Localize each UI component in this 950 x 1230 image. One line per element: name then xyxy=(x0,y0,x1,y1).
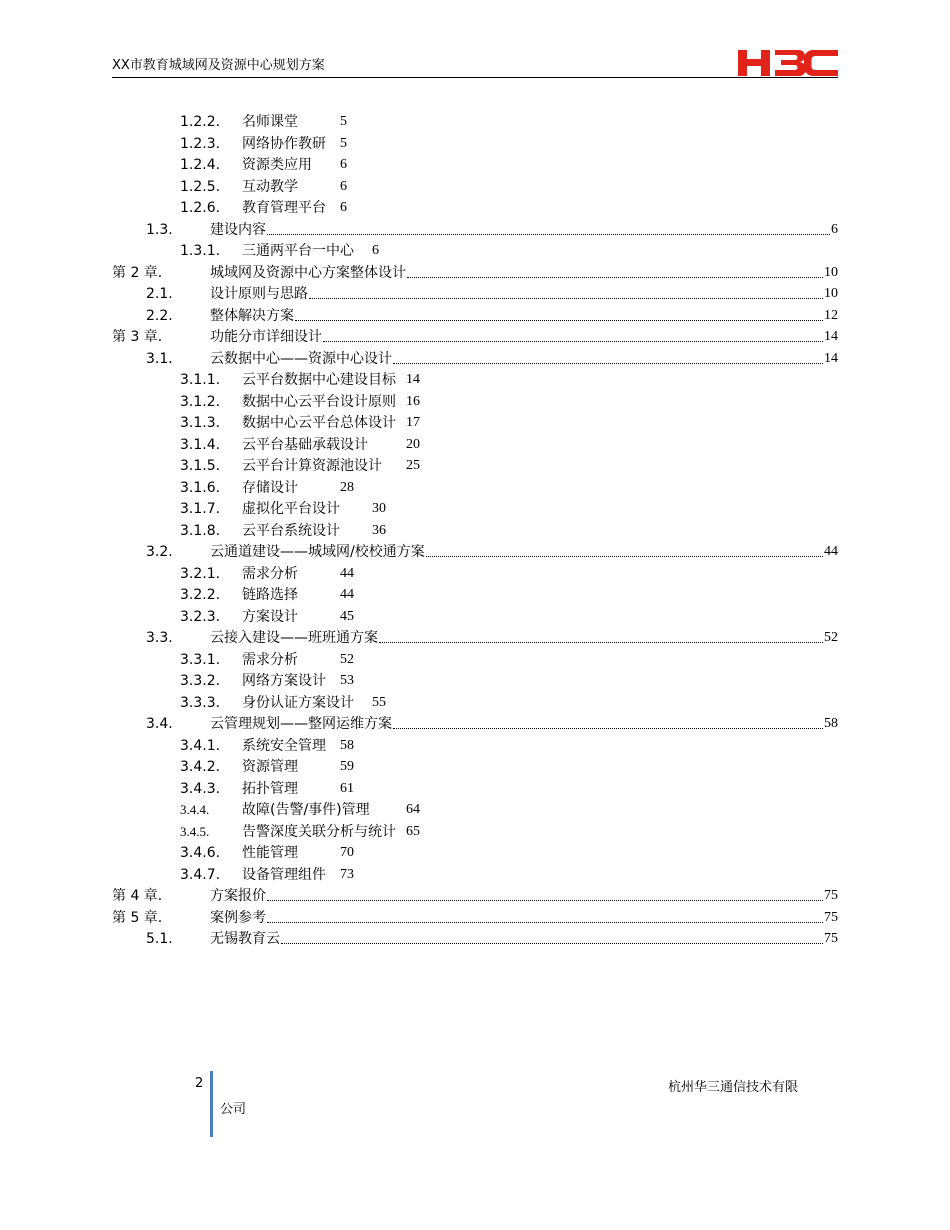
toc-entry[interactable] xyxy=(0,370,950,390)
toc-dot-leader xyxy=(267,900,823,901)
toc-entry-number: 1.2.2. xyxy=(180,114,221,130)
toc-entry-page: 30 xyxy=(372,501,386,516)
toc-dot-leader xyxy=(426,556,823,557)
toc-entry-number: 3.4.2. xyxy=(180,759,221,775)
toc-entry-title: 链路选择 xyxy=(242,587,298,603)
toc-entry-page: 44 xyxy=(340,587,354,602)
toc-dot-leader xyxy=(267,234,830,235)
toc-entry-page: 75 xyxy=(824,931,838,946)
toc-entry-page: 17 xyxy=(406,415,420,430)
toc-entry-page: 28 xyxy=(340,479,354,495)
toc-entry[interactable] xyxy=(0,478,950,498)
toc-entry-page: 10 xyxy=(824,264,838,280)
toc-entry-title: 云平台数据中心建设目标 xyxy=(242,372,396,388)
toc-entry[interactable] xyxy=(0,865,950,885)
toc-entry-title: 功能分市详细设计 xyxy=(210,329,322,345)
toc-entry-number: 2.1. xyxy=(146,286,173,302)
toc-entry[interactable] xyxy=(0,607,950,627)
toc-entry-number: 第 2 章. xyxy=(112,264,163,281)
toc-entry[interactable] xyxy=(0,800,950,820)
toc-entry-title: 名师课堂 xyxy=(242,114,298,130)
toc-entry-title: 设计原则与思路 xyxy=(210,286,308,302)
toc-entry-title: 互动教学 xyxy=(242,178,298,195)
toc-entry-page: 20 xyxy=(406,436,420,452)
toc-entry-number: 3.1.6. xyxy=(180,479,221,496)
toc-entry-number: 3.4. xyxy=(146,716,173,732)
toc-entry-number: 3.3.2. xyxy=(180,673,221,689)
footer-accent-bar xyxy=(210,1071,213,1137)
toc-entry-page: 10 xyxy=(824,286,838,301)
toc-entry-page: 5 xyxy=(340,135,347,151)
toc-entry-title: 三通两平台一中心 xyxy=(242,243,354,259)
toc-entry-title: 数据中心云平台总体设计 xyxy=(242,415,396,431)
toc-entry[interactable] xyxy=(0,263,950,283)
toc-entry-title: 云数据中心——资源中心设计 xyxy=(210,350,392,367)
toc-entry-title: 云平台系统设计 xyxy=(242,522,340,539)
toc-entry[interactable] xyxy=(0,542,950,562)
toc-entry-title: 存储设计 xyxy=(242,479,298,496)
toc-entry-number: 3.1.7. xyxy=(180,501,221,517)
toc-entry-page: 16 xyxy=(406,393,420,409)
toc-entry-number: 1.3. xyxy=(146,221,173,238)
toc-entry-page: 61 xyxy=(340,780,354,796)
toc-entry-title: 故障(告警/事件)管理 xyxy=(242,802,370,818)
toc-entry[interactable] xyxy=(0,822,950,842)
toc-entry-number: 第 4 章. xyxy=(112,888,163,904)
toc-entry-page: 58 xyxy=(340,737,354,753)
toc-entry-title: 云接入建设——班班通方案 xyxy=(210,630,378,646)
toc-entry-number: 3.4.1. xyxy=(180,737,221,754)
toc-entry[interactable] xyxy=(0,929,950,949)
toc-entry-page: 5 xyxy=(340,114,347,129)
toc-entry[interactable] xyxy=(0,241,950,261)
toc-entry-page: 52 xyxy=(340,651,354,667)
toc-entry[interactable] xyxy=(0,499,950,519)
toc-entry-page: 55 xyxy=(372,694,386,710)
toc-entry-title: 无锡教育云 xyxy=(210,931,280,947)
toc-entry-number: 2.2. xyxy=(146,307,173,324)
toc-entry-page: 6 xyxy=(831,221,838,237)
toc-dot-leader xyxy=(407,277,823,278)
toc-entry-number: 3.4.7. xyxy=(180,866,221,883)
toc-entry-page: 6 xyxy=(340,178,347,194)
toc-entry[interactable] xyxy=(0,198,950,218)
toc-entry-number: 3.2. xyxy=(146,544,173,560)
toc-entry-number: 3.1.1. xyxy=(180,372,221,388)
toc-entry-page: 75 xyxy=(824,909,838,925)
toc-dot-leader xyxy=(309,298,823,299)
toc-entry-page: 64 xyxy=(406,802,420,817)
toc-entry-page: 44 xyxy=(340,565,354,581)
toc-entry-title: 系统安全管理 xyxy=(242,737,326,754)
toc-entry-page: 59 xyxy=(340,759,354,774)
toc-entry-number: 1.2.6. xyxy=(180,200,221,216)
toc-entry[interactable] xyxy=(0,843,950,863)
toc-entry-page: 14 xyxy=(824,329,838,344)
toc-entry-number: 1.2.3. xyxy=(180,135,221,152)
toc-entry-number: 3.1.4. xyxy=(180,436,221,453)
toc-dot-leader xyxy=(379,642,823,643)
toc-dot-leader xyxy=(281,943,823,944)
toc-entry-title: 教育管理平台 xyxy=(242,200,326,216)
toc-entry[interactable] xyxy=(0,177,950,197)
toc-entry[interactable] xyxy=(0,908,950,928)
toc-entry[interactable] xyxy=(0,349,950,369)
toc-entry-title: 拓扑管理 xyxy=(242,780,298,797)
toc-entry-number: 3.2.2. xyxy=(180,587,221,603)
toc-entry-title: 身份认证方案设计 xyxy=(242,694,354,711)
toc-entry-number: 3.1.8. xyxy=(180,522,221,539)
toc-entry[interactable] xyxy=(0,693,950,713)
h3c-logo xyxy=(737,48,839,78)
toc-entry-title: 资源管理 xyxy=(242,759,298,775)
toc-entry-page: 6 xyxy=(340,157,347,172)
toc-entry-number: 3.3.3. xyxy=(180,694,221,711)
toc-entry-number: 3.4.3. xyxy=(180,780,221,797)
toc-entry-page: 14 xyxy=(406,372,420,387)
toc-entry-page: 53 xyxy=(340,673,354,688)
toc-entry[interactable] xyxy=(0,650,950,670)
toc-entry-number: 3.2.3. xyxy=(180,608,221,625)
toc-entry[interactable] xyxy=(0,585,950,605)
toc-entry-title: 案例参考 xyxy=(210,909,266,926)
toc-dot-leader xyxy=(295,320,823,321)
toc-entry-page: 73 xyxy=(340,866,354,882)
toc-entry-title: 城域网及资源中心方案整体设计 xyxy=(210,264,406,281)
toc-entry-title: 设备管理组件 xyxy=(242,866,326,883)
toc-entry-page: 75 xyxy=(824,888,838,903)
toc-entry[interactable] xyxy=(0,456,950,476)
toc-entry[interactable] xyxy=(0,628,950,648)
toc-entry[interactable] xyxy=(0,306,950,326)
toc-entry-title: 云管理规划——整网运维方案 xyxy=(210,716,392,732)
header-rule xyxy=(112,77,838,78)
toc-entry-page: 25 xyxy=(406,458,420,473)
toc-entry-number: 1.2.5. xyxy=(180,178,221,195)
document-title: XX市教育城域网及资源中心规划方案 xyxy=(112,58,325,73)
toc-entry-page: 14 xyxy=(824,350,838,366)
toc-entry[interactable] xyxy=(0,134,950,154)
toc-entry-number: 3.1.2. xyxy=(180,393,221,410)
toc-entry-page: 12 xyxy=(824,307,838,323)
toc-dot-leader xyxy=(393,363,823,364)
toc-entry-title: 需求分析 xyxy=(242,651,298,668)
toc-entry-title: 建设内容 xyxy=(210,221,266,238)
toc-dot-leader xyxy=(323,341,823,342)
toc-entry[interactable] xyxy=(0,736,950,756)
toc-entry[interactable] xyxy=(0,413,950,433)
toc-entry-number: 3.4.4. xyxy=(180,802,210,817)
toc-entry-page: 44 xyxy=(824,544,838,559)
toc-entry[interactable] xyxy=(0,392,950,412)
toc-dot-leader xyxy=(267,922,823,923)
toc-entry-page: 6 xyxy=(372,243,379,258)
toc-entry-title: 性能管理 xyxy=(242,845,298,861)
toc-entry[interactable] xyxy=(0,435,950,455)
footer-page-number: 2 xyxy=(195,1076,204,1091)
toc-entry[interactable] xyxy=(0,671,950,691)
toc-entry[interactable] xyxy=(0,521,950,541)
toc-entry-title: 方案报价 xyxy=(210,888,266,904)
toc-entry[interactable] xyxy=(0,284,950,304)
h3c-logo-mark xyxy=(738,50,838,76)
toc-entry[interactable] xyxy=(0,886,950,906)
toc-entry-page: 58 xyxy=(824,716,838,731)
toc-entry-title: 云平台基础承载设计 xyxy=(242,436,368,453)
footer-company-line2: 公司 xyxy=(220,1102,247,1117)
toc-entry-title: 云通道建设——城域网/校校通方案 xyxy=(210,544,425,560)
toc-entry-title: 数据中心云平台设计原则 xyxy=(242,393,396,410)
toc-entry-number: 3.4.6. xyxy=(180,845,221,861)
toc-entry[interactable] xyxy=(0,220,950,240)
toc-entry-title: 需求分析 xyxy=(242,565,298,582)
toc-entry-title: 告警深度关联分析与统计 xyxy=(242,823,396,840)
toc-entry-page: 45 xyxy=(340,608,354,624)
toc-entry[interactable] xyxy=(0,757,950,777)
toc-entry[interactable] xyxy=(0,564,950,584)
toc-entry-number: 3.1. xyxy=(146,350,173,367)
toc-entry-number: 5.1. xyxy=(146,931,173,947)
toc-entry-title: 网络协作教研 xyxy=(242,135,326,152)
toc-entry[interactable] xyxy=(0,112,950,132)
toc-entry-title: 方案设计 xyxy=(242,608,298,625)
toc-entry-number: 3.3. xyxy=(146,630,173,646)
toc-entry-number: 3.2.1. xyxy=(180,565,221,582)
toc-entry[interactable] xyxy=(0,714,950,734)
toc-entry-title: 整体解决方案 xyxy=(210,307,294,324)
toc-entry-number: 3.1.3. xyxy=(180,415,221,431)
toc-entry-number: 1.3.1. xyxy=(180,243,221,259)
toc-entry-page: 52 xyxy=(824,630,838,645)
toc-entry-page: 65 xyxy=(406,823,420,839)
toc-entry-number: 3.1.5. xyxy=(180,458,221,474)
toc-entry-title: 云平台计算资源池设计 xyxy=(242,458,382,474)
toc-entry-number: 1.2.4. xyxy=(180,157,221,173)
toc-entry-number: 第 3 章. xyxy=(112,329,163,345)
toc-entry-page: 70 xyxy=(340,845,354,860)
toc-entry-number: 3.4.5. xyxy=(180,823,210,839)
toc-entry-number: 第 5 章. xyxy=(112,909,163,926)
footer-company-line1: 杭州华三通信技术有限 xyxy=(668,1080,799,1095)
toc-entry[interactable] xyxy=(0,327,950,347)
toc-entry[interactable] xyxy=(0,779,950,799)
toc-entry-title: 虚拟化平台设计 xyxy=(242,501,340,517)
toc-entry-title: 资源类应用 xyxy=(242,157,312,173)
toc-entry-page: 36 xyxy=(372,522,386,538)
toc-entry-page: 6 xyxy=(340,200,347,215)
toc-entry-number: 3.3.1. xyxy=(180,651,221,668)
toc-entry[interactable] xyxy=(0,155,950,175)
toc-entry-title: 网络方案设计 xyxy=(242,673,326,689)
toc-dot-leader xyxy=(393,728,823,729)
